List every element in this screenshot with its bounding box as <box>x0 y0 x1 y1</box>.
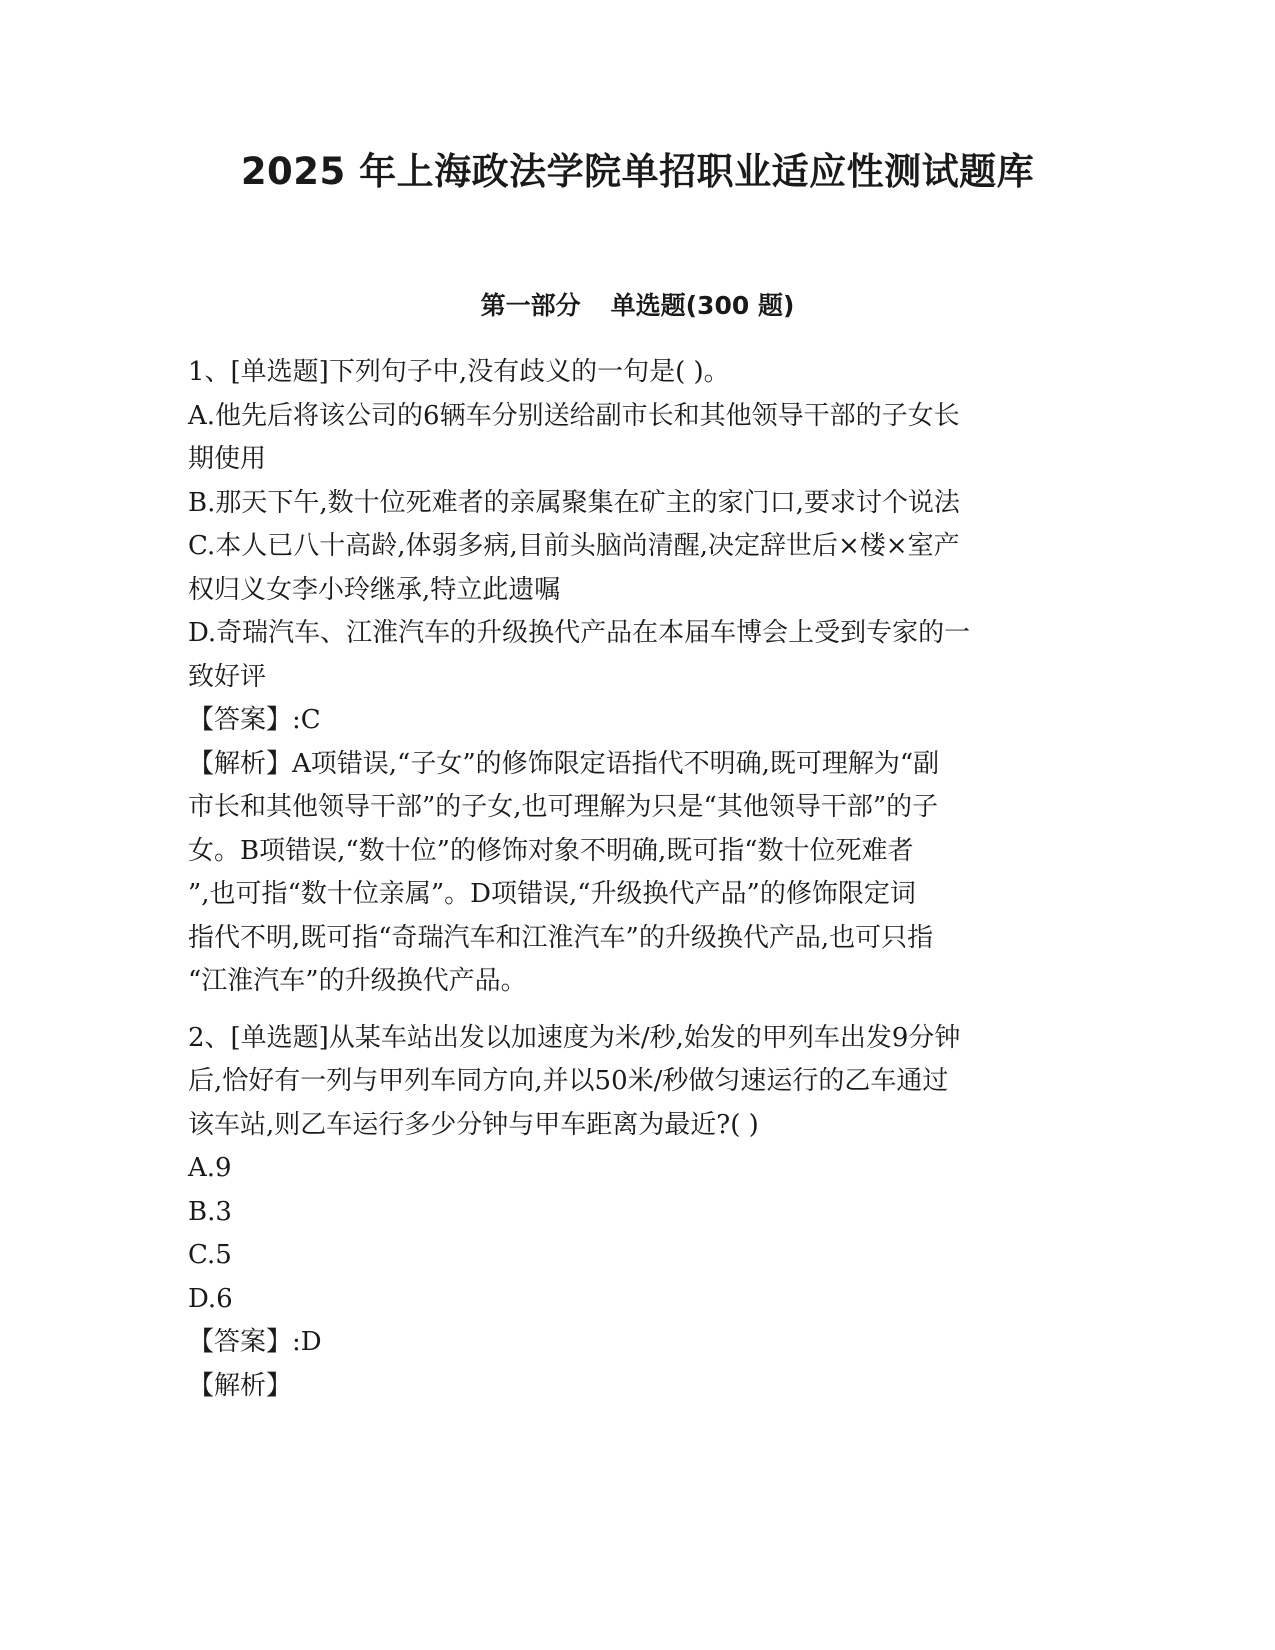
analysis-line: 女。B项错误,“数十位”的修饰对象不明确,既可指“数十位死难者 <box>188 835 914 866</box>
analysis-line: 指代不明,既可指“奇瑞汽车和江淮汽车”的升级换代产品,也可只指 <box>188 922 934 953</box>
question-list <box>188 351 1088 1408</box>
analysis-line: 市长和其他领导干部”的子女,也可理解为只是“其他领导干部”的子 <box>188 792 939 822</box>
option-line: A.他先后将该公司的6辆车分别送给副市长和其他领导干部的子女长 <box>188 400 960 431</box>
analysis-line: “江淮汽车”的升级换代产品。 <box>188 966 527 996</box>
section-heading <box>0 288 1275 324</box>
option-line: D.奇瑞汽车、江淮汽车的升级换代产品在本届车博会上受到专家的一 <box>188 618 971 648</box>
option-d: D.6 <box>188 1283 233 1314</box>
analysis-line: 【解析】A项错误,“子女”的修饰限定语指代不明确,既可理解为“副 <box>188 748 940 779</box>
option-line: C.本人已八十高龄,体弱多病,目前头脑尚清醒,决定辞世后×楼×室产 <box>188 531 960 561</box>
option-a: A.9 <box>188 1153 232 1183</box>
option-a <box>188 395 1088 482</box>
option-line: 权归义女李小玲继承,特立此遗嘱 <box>188 574 561 605</box>
question-separator <box>188 1004 1088 1017</box>
question-2 <box>188 1017 1088 1409</box>
answer-line: 【答案】:D <box>188 1327 322 1357</box>
analysis-line: ”,也可指“数十位亲属”。D项错误,“升级换代产品”的修饰限定词 <box>188 879 916 909</box>
option-line: B.那天下午,数十位死难者的亲属聚集在矿主的家门口,要求讨个说法 <box>188 487 960 518</box>
question-stem: 2、[单选题]从某车站出发以加速度为米/秒,始发的甲列车出发9分钟 <box>188 1022 961 1053</box>
document-title: 2025 年上海政法学院单招职业适应性测试题库 <box>240 150 1035 193</box>
question-stem: 后,恰好有一列与甲列车同方向,并以50米/秒做匀速运行的乙车通过 <box>188 1066 949 1096</box>
option-c: C.5 <box>188 1240 232 1270</box>
section-part: 第一部分 <box>480 291 581 320</box>
question-1 <box>188 351 1088 1004</box>
analysis-line: 【解析】 <box>188 1370 293 1401</box>
section-name: 单选题(300 题) <box>610 291 795 320</box>
analysis <box>188 743 1088 1004</box>
option-line: 期使用 <box>188 444 267 474</box>
option-b: B.3 <box>188 1196 232 1227</box>
question-stem: 该车站,则乙车运行多少分钟与甲车距离为最近?( ) <box>188 1109 759 1140</box>
question-stem: 1、[单选题]下列句子中,没有歧义的一句是( )。 <box>188 357 730 387</box>
option-b <box>188 482 1088 526</box>
option-line: 致好评 <box>188 661 267 692</box>
answer-line: 【答案】:C <box>188 705 321 735</box>
option-d <box>188 612 1088 699</box>
option-c <box>188 525 1088 612</box>
